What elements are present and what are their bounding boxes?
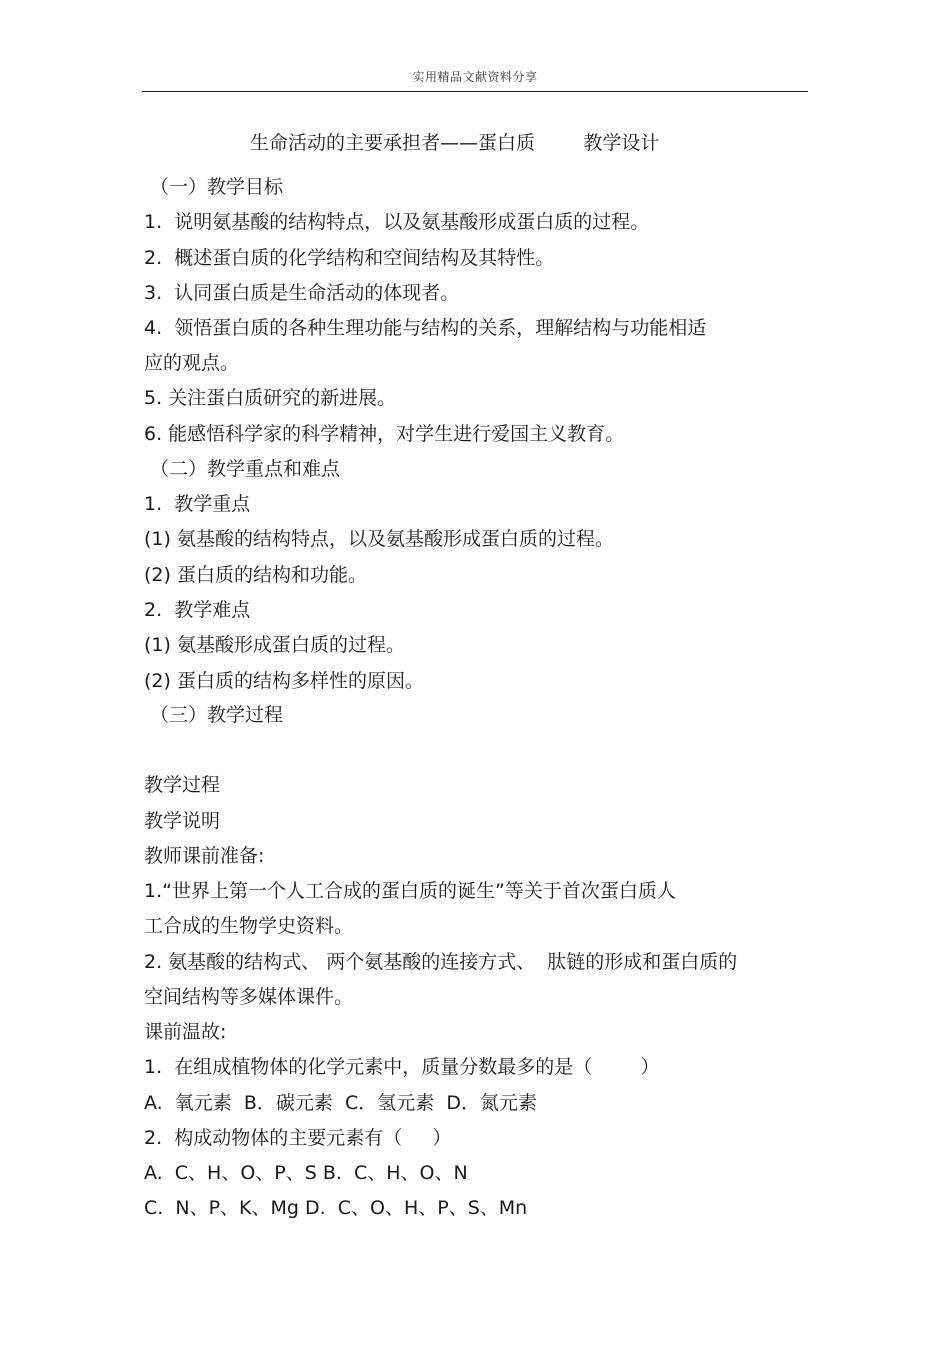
document-title: 生命活动的主要承担者——蛋白质 教学设计 — [250, 132, 660, 154]
explanation-label: 教学说明 — [144, 810, 221, 832]
subheading-key-points: 1. 教学重点 — [144, 493, 251, 515]
prep-item-2-continued: 空间结构等多媒体课件。 — [144, 986, 354, 1008]
objective-item-3: 3. 认同蛋白质是生命活动的体现者。 — [144, 282, 460, 304]
question-2-options-cd: C. N、P、K、Mg D. C、O、H、P、S、Mn — [144, 1197, 528, 1219]
review-label: 课前温故: — [144, 1021, 227, 1043]
key-point-1: (1) 氨基酸的结构特点，以及氨基酸形成蛋白质的过程。 — [144, 528, 614, 550]
header-divider — [142, 91, 808, 92]
section-heading-key-points: （二）教学重点和难点 — [150, 458, 341, 480]
objective-item-6: 6. 能感悟科学家的科学精神，对学生进行爱国主义教育。 — [144, 423, 625, 445]
objective-item-5: 5. 关注蛋白质研究的新进展。 — [144, 387, 397, 409]
teacher-prep-label: 教师课前准备: — [144, 845, 265, 867]
prep-item-1: 1.“世界上第一个人工合成的蛋白质的诞生”等关于首次蛋白质人 — [144, 880, 676, 902]
key-point-2: (2) 蛋白质的结构和功能。 — [144, 564, 367, 586]
question-2-options-ab: A. C、H、O、P、S B. C、H、O、N — [144, 1162, 468, 1184]
objective-item-4-continued: 应的观点。 — [144, 352, 240, 374]
question-1: 1. 在组成植物体的化学元素中，质量分数最多的是（ ） — [144, 1056, 660, 1078]
section-heading-objectives: （一）教学目标 — [150, 176, 284, 198]
subheading-difficulties: 2. 教学难点 — [144, 599, 251, 621]
question-1-options: A. 氧元素 B．碳元素 C．氢元素 D．氮元素 — [144, 1092, 537, 1114]
objective-item-1: 1. 说明氨基酸的结构特点，以及氨基酸形成蛋白质的过程。 — [144, 211, 650, 233]
difficulty-2: (2) 蛋白质的结构多样性的原因。 — [144, 670, 424, 692]
process-label: 教学过程 — [144, 774, 221, 796]
page-header: 实用精品文献资料分享 — [412, 70, 538, 84]
prep-item-2: 2. 氨基酸的结构式、 两个氨基酸的连接方式、 肽链的形成和蛋白质的 — [144, 951, 738, 973]
section-heading-process: （三）教学过程 — [150, 704, 284, 726]
objective-item-4: 4. 领悟蛋白质的各种生理功能与结构的关系，理解结构与功能相适 — [144, 317, 707, 339]
objective-item-2: 2. 概述蛋白质的化学结构和空间结构及其特性。 — [144, 247, 555, 269]
question-2: 2. 构成动物体的主要元素有（ ） — [144, 1127, 452, 1149]
difficulty-1: (1) 氨基酸形成蛋白质的过程。 — [144, 634, 405, 656]
prep-item-1-continued: 工合成的生物学史资料。 — [144, 915, 354, 937]
